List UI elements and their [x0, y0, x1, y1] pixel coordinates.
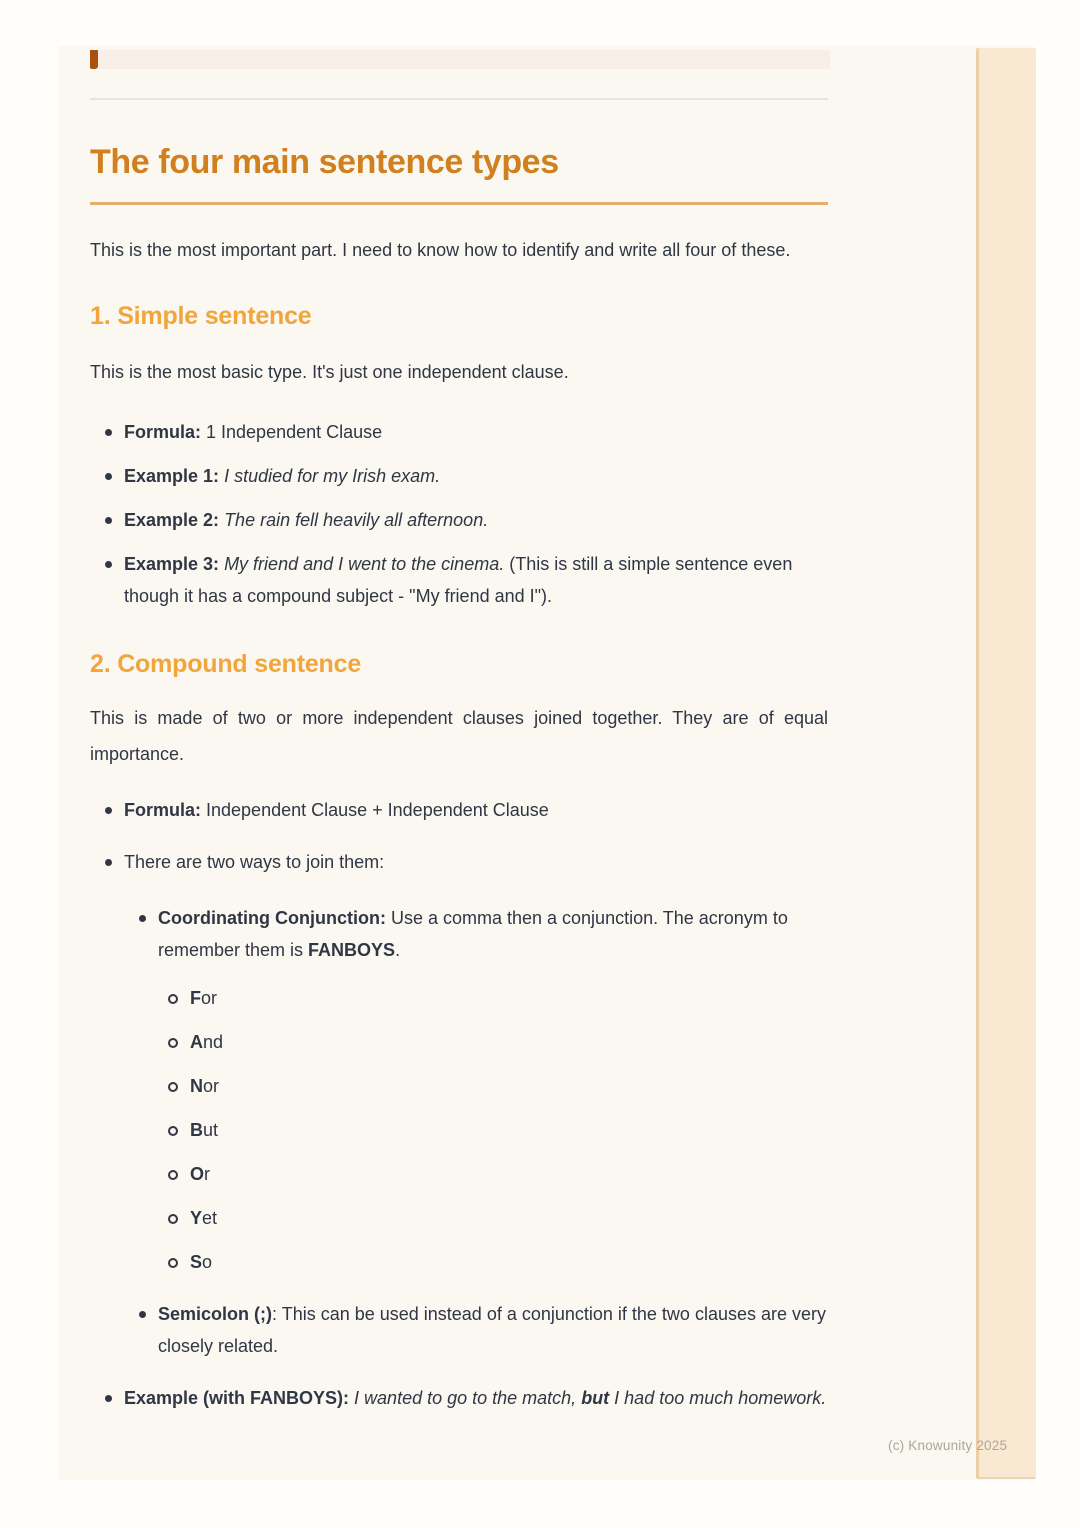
list-item-text — [190, 1070, 828, 1102]
text-segment: A — [190, 1032, 203, 1052]
list-item — [90, 1298, 828, 1362]
text-segment: Independent Clause + Independent Clause — [201, 800, 549, 820]
list-item — [90, 416, 828, 448]
list-item-text — [190, 1114, 828, 1146]
bullet-icon — [105, 517, 112, 524]
bullet-icon — [105, 561, 112, 568]
text-segment: Formula: — [124, 422, 202, 442]
circle-bullet-icon — [168, 1214, 178, 1224]
list-item-text — [124, 504, 828, 536]
list-item — [90, 1382, 828, 1414]
watermark: (c) Knowunity 2025 — [888, 1438, 1008, 1453]
list-item-text — [190, 1202, 828, 1234]
text-segment: Formula: — [124, 800, 202, 820]
bullet-icon — [105, 859, 112, 866]
list-item — [90, 548, 828, 612]
list-item-text — [190, 1026, 828, 1058]
list-item-text — [158, 902, 828, 966]
text-segment: O — [190, 1164, 205, 1184]
circle-bullet-icon — [168, 1082, 178, 1092]
section-heading: 2. Compound sentence — [90, 650, 362, 678]
list-item-text — [190, 1158, 828, 1190]
text-segment: N — [190, 1076, 203, 1096]
text-segment: FANBOYS — [308, 940, 396, 960]
text-segment: B — [190, 1120, 203, 1140]
section-lead: This is the most basic type. It's just one independent clause. — [90, 362, 569, 382]
text-segment: or — [201, 988, 218, 1008]
text-segment: o — [202, 1252, 213, 1272]
list-item — [90, 1202, 828, 1234]
text-segment: F — [190, 988, 201, 1008]
text-segment: : This can be used instead of a conjunction if the two clauses are very closely related. — [158, 1304, 826, 1356]
circle-bullet-icon — [168, 1126, 178, 1136]
section-lead: This is made of two or more independent clauses joined together. They are of equal importance. — [90, 708, 828, 764]
bullet-icon — [139, 915, 146, 922]
title-underline — [90, 202, 828, 205]
text-segment: S — [190, 1252, 203, 1272]
circle-bullet-icon — [168, 994, 178, 1004]
list-item — [90, 982, 828, 1014]
list-item — [90, 1158, 828, 1190]
text-segment: nd — [203, 1032, 224, 1052]
list-item-text — [190, 982, 828, 1014]
text-segment: Example 3: — [124, 554, 220, 574]
circle-bullet-icon — [168, 1258, 178, 1268]
text-segment: et — [202, 1208, 218, 1228]
list-item — [90, 794, 828, 826]
text-segment: or — [203, 1076, 220, 1096]
text-segment: My friend and I went to the cinema. — [224, 554, 505, 574]
circle-bullet-icon — [168, 1170, 178, 1180]
text-segment: 1 Independent Clause — [201, 422, 383, 442]
list-item-text — [124, 794, 828, 826]
text-segment: but — [581, 1388, 610, 1408]
text-segment: Example 1: — [124, 466, 220, 486]
intro-paragraph: This is the most important part. I need to know how to identify and write all four of these. — [90, 240, 791, 260]
text-segment: Y — [190, 1208, 203, 1228]
bullet-icon — [105, 429, 112, 436]
sections-container — [90, 268, 828, 1434]
text-segment: Coordinating Conjunction: — [158, 908, 386, 928]
list-item — [90, 1114, 828, 1146]
list-item-text — [124, 846, 828, 878]
document-content — [90, 100, 828, 1434]
bullet-icon — [105, 807, 112, 814]
text-segment: Example 2: — [124, 510, 220, 530]
bullet-list — [90, 902, 828, 1374]
cutoff-row — [90, 50, 830, 69]
text-segment: (This is still a simple sentence even though it has a compound subject - "My friend and I"). — [124, 554, 793, 606]
text-segment: Example (with FANBOYS): — [124, 1388, 350, 1408]
list-item-text — [158, 1298, 828, 1362]
text-segment: I studied for my Irish exam. — [224, 466, 441, 486]
circle-bullet-icon — [168, 1038, 178, 1048]
list-item-text — [124, 460, 828, 492]
list-item — [90, 460, 828, 492]
text-segment: I wanted to go to the match, — [354, 1388, 582, 1408]
text-segment: The rain fell heavily all afternoon. — [224, 510, 489, 530]
text-segment: . — [395, 940, 401, 960]
list-item — [90, 504, 828, 536]
text-segment: r — [204, 1164, 211, 1184]
bullet-list — [90, 794, 828, 1434]
bullet-icon — [105, 1395, 112, 1402]
list-item — [90, 1026, 828, 1058]
text-segment: Use a comma then a conjunction. The acronym to remember them is — [158, 908, 788, 960]
list-item — [90, 1070, 828, 1102]
cutoff-text-fragment — [90, 50, 98, 69]
page-title: The four main sentence types — [90, 143, 559, 181]
section-heading: 1. Simple sentence — [90, 302, 312, 330]
text-segment: Semicolon (;) — [158, 1304, 273, 1324]
text-segment: There are two ways to join them: — [124, 852, 385, 872]
list-item-text — [190, 1246, 828, 1278]
bullet-icon — [105, 473, 112, 480]
bullet-list — [90, 982, 828, 1290]
list-item-text — [124, 548, 828, 612]
list-item — [90, 902, 828, 966]
list-item-text — [124, 1382, 828, 1414]
section-1 — [90, 268, 828, 624]
text-segment: I had too much homework. — [609, 1388, 827, 1408]
list-item — [90, 846, 828, 878]
bullet-list — [90, 416, 828, 624]
page-edge-strip — [976, 48, 1036, 1479]
text-segment: ut — [203, 1120, 219, 1140]
list-item-text — [124, 416, 828, 448]
bullet-icon — [139, 1311, 146, 1318]
list-item — [90, 1246, 828, 1278]
section-2 — [90, 624, 828, 1434]
